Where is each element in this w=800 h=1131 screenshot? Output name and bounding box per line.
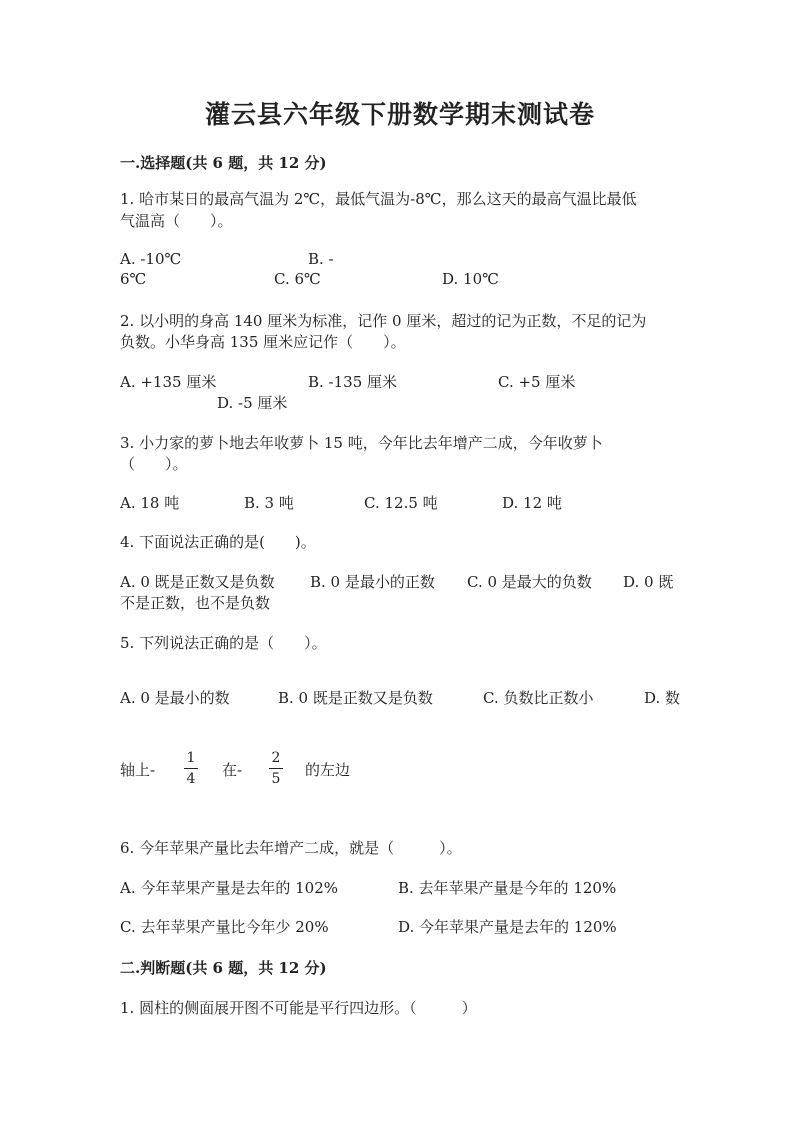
question-5-option-b: B. 0 既是正数又是负数 xyxy=(278,689,433,707)
question-5-option-a: A. 0 是最小的数 xyxy=(120,689,230,707)
question-2-option-b: B. -135 厘米 xyxy=(308,373,398,391)
fraction-1-numerator: 1 xyxy=(186,750,196,766)
fraction-2-numerator: 2 xyxy=(271,750,281,766)
question-3-option-a: A. 18 吨 xyxy=(120,494,180,512)
fraction-2-denominator: 5 xyxy=(271,771,281,787)
fraction-two-fifths xyxy=(269,749,283,788)
question-2-option-c: C. +5 厘米 xyxy=(498,373,576,391)
fraction-1-bar xyxy=(184,768,198,769)
question-5-option-d-suffix: 的左边 xyxy=(305,761,351,779)
question-2-option-d: D. -5 厘米 xyxy=(217,394,288,412)
question-2-line-1: 2. 以小明的身高 140 厘米为标准，记作 0 厘米，超过的记为正数，不足的记为 xyxy=(120,312,647,330)
judgement-1-line-1: 1. 圆柱的侧面展开图不可能是平行四边形。（ ） xyxy=(120,999,477,1017)
question-3-option-b: B. 3 吨 xyxy=(244,494,294,512)
question-3-option-c: C. 12.5 吨 xyxy=(364,494,438,512)
question-4-option-a: A. 0 既是正数又是负数 xyxy=(120,573,275,591)
question-5-option-c: C. 负数比正数小 xyxy=(483,689,594,707)
question-6-option-b: B. 去年苹果产量是今年的 120% xyxy=(398,879,617,897)
question-4-option-c: C. 0 是最大的负数 xyxy=(467,573,592,591)
question-2-option-a: A. +135 厘米 xyxy=(120,373,217,391)
section-heading-choice: 一.选择题(共 6 题，共 12 分) xyxy=(120,154,327,172)
question-1-line-1: 1. 哈市某日的最高气温为 2℃，最低气温为-8℃，那么这天的最高气温比最低 xyxy=(120,190,637,208)
question-1-option-b-part-1: B. - xyxy=(308,250,334,268)
question-6-line-1: 6. 今年苹果产量比去年增产二成，就是（ ）。 xyxy=(120,839,462,857)
question-1-option-b-part-2: 6℃ xyxy=(120,270,147,288)
question-4-option-d-part-2: 不是正数，也不是负数 xyxy=(120,594,271,612)
question-6-option-c: C. 去年苹果产量比今年少 20% xyxy=(120,918,329,936)
question-3-line-2: （ ）。 xyxy=(120,455,188,473)
section-heading-judgement: 二.判断题(共 6 题，共 12 分) xyxy=(120,959,327,977)
question-5-line-1: 5. 下列说法正确的是（ ）。 xyxy=(120,634,327,652)
question-2-line-2: 负数。小华身高 135 厘米应记作（ ）。 xyxy=(120,333,406,351)
question-6-option-d: D. 今年苹果产量是去年的 120% xyxy=(398,918,617,936)
question-6-option-a: A. 今年苹果产量是去年的 102% xyxy=(120,879,339,897)
question-1-line-2: 气温高（ ）。 xyxy=(120,212,233,230)
question-5-option-d-part-1: D. 数 xyxy=(644,689,681,707)
question-4-option-d-part-1: D. 0 既 xyxy=(623,573,674,591)
question-4-option-b: B. 0 是最小的正数 xyxy=(310,573,435,591)
fraction-1-denominator: 4 xyxy=(186,771,196,787)
fraction-one-quarter xyxy=(184,749,198,788)
page-title: 灌云县六年级下册数学期末测试卷 xyxy=(204,100,595,129)
question-3-line-1: 3. 小力家的萝卜地去年收萝卜 15 吨，今年比去年增产二成，今年收萝卜 xyxy=(120,434,603,452)
question-1-option-d: D. 10℃ xyxy=(442,270,499,288)
question-5-option-d-middle: 在- xyxy=(222,761,243,779)
question-1-option-a: A. -10℃ xyxy=(120,250,182,268)
question-3-option-d: D. 12 吨 xyxy=(502,494,562,512)
question-4-line-1: 4. 下面说法正确的是( )。 xyxy=(120,533,316,551)
question-1-option-c: C. 6℃ xyxy=(274,270,321,288)
fraction-2-bar xyxy=(269,768,283,769)
question-5-option-d-prefix: 轴上- xyxy=(120,761,156,779)
